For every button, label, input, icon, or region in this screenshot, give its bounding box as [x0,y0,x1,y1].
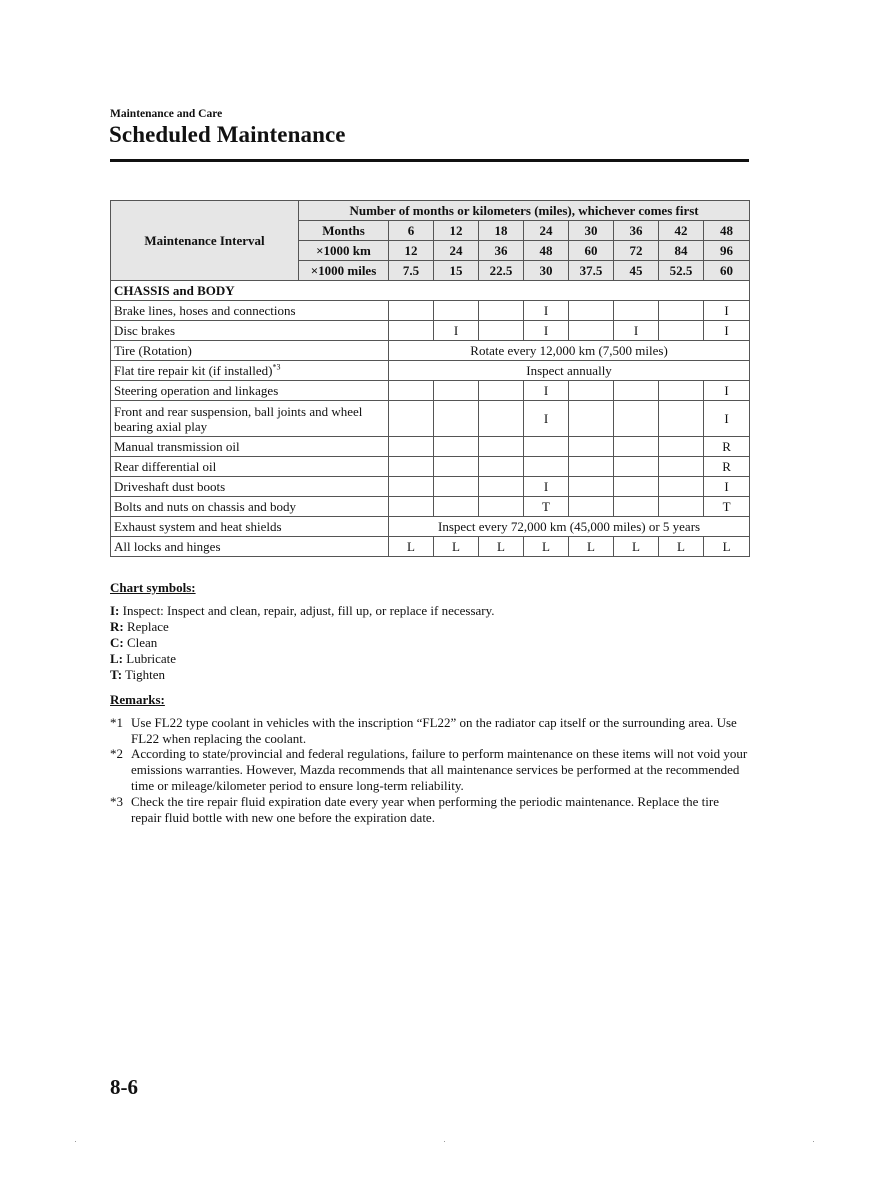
span-header: Number of months or kilometers (miles), whichever comes first [299,201,750,221]
remark-text: Use FL22 type coolant in vehicles with the inscription “FL22” on the radiator cap itself or the surrounding area. Use FL22 when replacing the coolant. [131,714,737,746]
interval-value: 48 [704,221,750,241]
item-name-text: Rear differential oil [114,459,217,474]
schedule-cell: I [704,401,750,437]
schedule-cell [434,401,479,437]
table-row [111,517,750,537]
print-mark [75,1141,76,1142]
remark-item [110,715,750,747]
schedule-cell [659,301,704,321]
interval-value: 37.5 [569,261,614,281]
section-row [111,281,750,301]
schedule-cell: L [569,537,614,557]
item-name [111,497,389,517]
section-title: CHASSIS and BODY [111,281,750,301]
interval-value: 22.5 [479,261,524,281]
schedule-cell [614,301,659,321]
schedule-cell: T [704,497,750,517]
schedule-cell [614,497,659,517]
symbol-meaning: Clean [123,635,158,650]
symbol-item [110,635,750,651]
schedule-cell: I [614,321,659,341]
schedule-cell [479,321,524,341]
header-row [111,201,750,221]
symbol-item [110,603,750,619]
schedule-cell: I [434,321,479,341]
interval-value: 24 [524,221,569,241]
schedule-cell [434,457,479,477]
schedule-cell [479,301,524,321]
schedule-cell: I [524,401,569,437]
schedule-cell [479,401,524,437]
schedule-cell: I [524,301,569,321]
item-name [111,517,389,537]
remark-text: According to state/provincial and federal regulations, failure to perform maintenance on these items will not void your emissions warranties. However, Mazda recommends that all maintenance services be performed at the recommended time or mileage/kilometer period to ensure long-term reliability. [131,746,748,793]
schedule-cell: R [704,457,750,477]
interval-value: 30 [569,221,614,241]
interval-value: 45 [614,261,659,281]
symbol-meaning: Tighten [122,667,166,682]
symbol-key: L: [110,651,123,666]
symbol-item [110,619,750,635]
item-name [111,341,389,361]
schedule-cell [659,497,704,517]
schedule-cell [569,301,614,321]
item-name [111,477,389,497]
schedule-cell [479,457,524,477]
item-name-text: Brake lines, hoses and connections [114,303,296,318]
symbol-item [110,651,750,667]
schedule-cell [524,457,569,477]
item-name-text: Flat tire repair kit (if installed) [114,363,273,378]
schedule-cell [434,437,479,457]
interval-value: 24 [434,241,479,261]
unit-label: ×1000 km [299,241,389,261]
item-name-text: Tire (Rotation) [114,343,192,358]
item-name-text: Exhaust system and heat shields [114,519,282,534]
schedule-cell [659,457,704,477]
interval-value: 30 [524,261,569,281]
print-mark [813,1141,814,1142]
symbol-key: R: [110,619,124,634]
table-row [111,457,750,477]
schedule-cell: L [524,537,569,557]
remark-item [110,746,750,793]
item-name [111,301,389,321]
schedule-cell [389,497,434,517]
table-row [111,537,750,557]
table-row [111,477,750,497]
table-row [111,301,750,321]
schedule-cell [524,437,569,457]
item-name [111,437,389,457]
schedule-cell: L [479,537,524,557]
table-row [111,437,750,457]
remark-text: Check the tire repair fluid expiration date every year when performing the periodic maintenance. Replace the tire repair fluid bottle with new one before the expiration date. [131,793,719,825]
schedule-cell: L [614,537,659,557]
table-row [111,321,750,341]
interval-value: 84 [659,241,704,261]
schedule-cell [479,437,524,457]
schedule-cell [389,401,434,437]
maintenance-table [110,200,750,557]
schedule-cell: L [389,537,434,557]
remarks [110,692,750,825]
schedule-cell [659,477,704,497]
table-row [111,401,750,437]
remark-item [110,794,750,826]
interval-value: 12 [434,221,479,241]
schedule-cell: I [524,381,569,401]
page-number: 8-6 [110,1075,138,1099]
item-span-note: Inspect every 72,000 km (45,000 miles) or 5 years [389,517,750,537]
schedule-cell [434,497,479,517]
schedule-cell: T [524,497,569,517]
schedule-cell [659,437,704,457]
section-label: Maintenance and Care [110,108,223,120]
interval-value: 42 [659,221,704,241]
schedule-cell: I [524,321,569,341]
schedule-cell [434,301,479,321]
interval-value: 36 [614,221,659,241]
schedule-cell [389,437,434,457]
remark-mark: *3 [110,793,123,809]
interval-value: 7.5 [389,261,434,281]
item-name-text: Steering operation and linkages [114,383,279,398]
schedule-cell [389,321,434,341]
schedule-cell: L [434,537,479,557]
item-name [111,457,389,477]
schedule-cell [569,381,614,401]
chart-symbols-heading: Chart symbols: [110,580,196,595]
schedule-cell [614,381,659,401]
interval-value: 6 [389,221,434,241]
item-name-text: Disc brakes [114,323,176,338]
remark-mark: *2 [110,746,123,762]
item-name-text: Manual transmission oil [114,439,240,454]
schedule-cell [389,457,434,477]
interval-value: 60 [569,241,614,261]
schedule-cell: I [704,321,750,341]
schedule-cell [569,477,614,497]
title-rule [110,159,749,162]
interval-value: 18 [479,221,524,241]
schedule-cell [434,381,479,401]
schedule-cell [614,401,659,437]
footnote-ref: *3 [272,362,281,372]
symbol-key: T: [110,667,123,682]
schedule-cell: I [704,301,750,321]
chart-symbols [110,580,750,683]
unit-label: Months [299,221,389,241]
schedule-cell [569,457,614,477]
symbol-key: I: [110,603,120,618]
item-name [111,321,389,341]
schedule-cell: I [704,381,750,401]
item-name-text: All locks and hinges [114,539,221,554]
interval-value: 15 [434,261,479,281]
schedule-cell: R [704,437,750,457]
schedule-cell [569,321,614,341]
schedule-cell [479,381,524,401]
schedule-cell [389,477,434,497]
schedule-cell [389,301,434,321]
schedule-cell [659,401,704,437]
schedule-cell [659,321,704,341]
item-span-note: Inspect annually [389,361,750,381]
unit-label: ×1000 miles [299,261,389,281]
schedule-cell: I [704,477,750,497]
remark-mark: *1 [110,714,123,730]
schedule-cell [389,381,434,401]
schedule-cell [614,457,659,477]
schedule-cell: L [704,537,750,557]
schedule-cell [569,401,614,437]
item-span-note: Rotate every 12,000 km (7,500 miles) [389,341,750,361]
schedule-cell [479,477,524,497]
schedule-cell [614,477,659,497]
interval-value: 60 [704,261,750,281]
table-row [111,361,750,381]
interval-value: 72 [614,241,659,261]
schedule-cell: L [659,537,704,557]
item-name-text: Front and rear suspension, ball joints and wheel bearing axial play [114,403,363,434]
interval-label: Maintenance Interval [111,201,299,281]
item-name [111,361,389,381]
symbol-key: C: [110,635,124,650]
schedule-cell [434,477,479,497]
symbol-meaning: Inspect: Inspect and clean, repair, adjust, fill up, or replace if necessary. [119,603,495,618]
item-name [111,401,389,437]
schedule-cell [614,437,659,457]
schedule-cell [659,381,704,401]
interval-value: 48 [524,241,569,261]
item-name [111,381,389,401]
item-name [111,537,389,557]
symbol-meaning: Lubricate [123,651,177,666]
table-row [111,497,750,517]
item-name-text: Bolts and nuts on chassis and body [114,499,296,514]
schedule-cell [569,497,614,517]
schedule-cell [479,497,524,517]
interval-value: 12 [389,241,434,261]
remarks-heading: Remarks: [110,692,165,707]
table-row [111,341,750,361]
table-row [111,381,750,401]
print-mark [444,1141,445,1142]
interval-value: 36 [479,241,524,261]
interval-value: 96 [704,241,750,261]
symbol-meaning: Replace [123,619,169,634]
page-title: Scheduled Maintenance [109,122,346,147]
schedule-cell [569,437,614,457]
item-name-text: Driveshaft dust boots [114,479,226,494]
interval-value: 52.5 [659,261,704,281]
schedule-cell: I [524,477,569,497]
symbol-item [110,667,750,683]
